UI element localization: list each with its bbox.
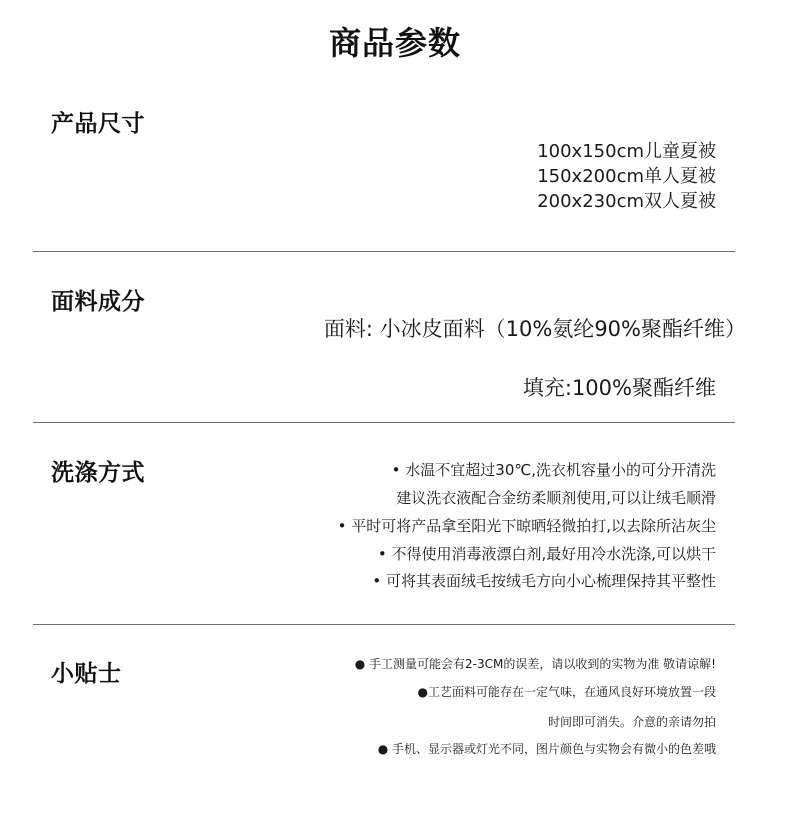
size-line-single: 150x200cm单人夏被 (537, 166, 716, 187)
size-line-double: 200x230cm双人夏被 (537, 191, 716, 212)
washing-line: • 可将其表面绒毛按绒毛方向小心梳理保持其平整性 (372, 572, 716, 590)
tip-line: ● 手机、显示器或灯光不同，图片颜色与实物会有微小的色差哦 (377, 742, 716, 756)
page-title: 商品参数 (328, 24, 461, 62)
fabric-line-face: 面料: 小冰皮面料（10%氨纶90%聚酯纤维） (323, 317, 746, 341)
tip-line: ● 手工测量可能会有2-3CM的误差，请以收到的实物为准 敬请谅解! (354, 657, 716, 671)
divider (33, 422, 735, 423)
fabric-heading: 面料成分 (51, 289, 145, 315)
tip-line: ●工艺面料可能存在一定气味，在通风良好环境放置一段 (417, 685, 716, 699)
size-line-child: 100x150cm儿童夏被 (537, 141, 716, 162)
washing-line: • 不得使用消毒液漂白剂,最好用冷水洗涤,可以烘干 (377, 545, 716, 563)
tips-heading: 小贴士 (51, 661, 122, 687)
fabric-line-filling: 填充:100%聚酯纤维 (522, 376, 716, 400)
size-heading: 产品尺寸 (51, 111, 145, 137)
washing-line: • 水温不宜超过30℃,洗衣机容量小的可分开清洗 (391, 461, 716, 479)
divider (33, 251, 735, 252)
tip-line: 时间即可消失。介意的亲请勿拍 (547, 715, 716, 729)
washing-line: • 平时可将产品拿至阳光下晾晒轻微拍打,以去除所沾灰尘 (337, 517, 716, 535)
washing-heading: 洗涤方式 (51, 460, 145, 486)
washing-line: 建议洗衣液配合金纺柔顺剂使用,可以让绒毛顺滑 (396, 489, 716, 507)
divider (33, 624, 735, 625)
